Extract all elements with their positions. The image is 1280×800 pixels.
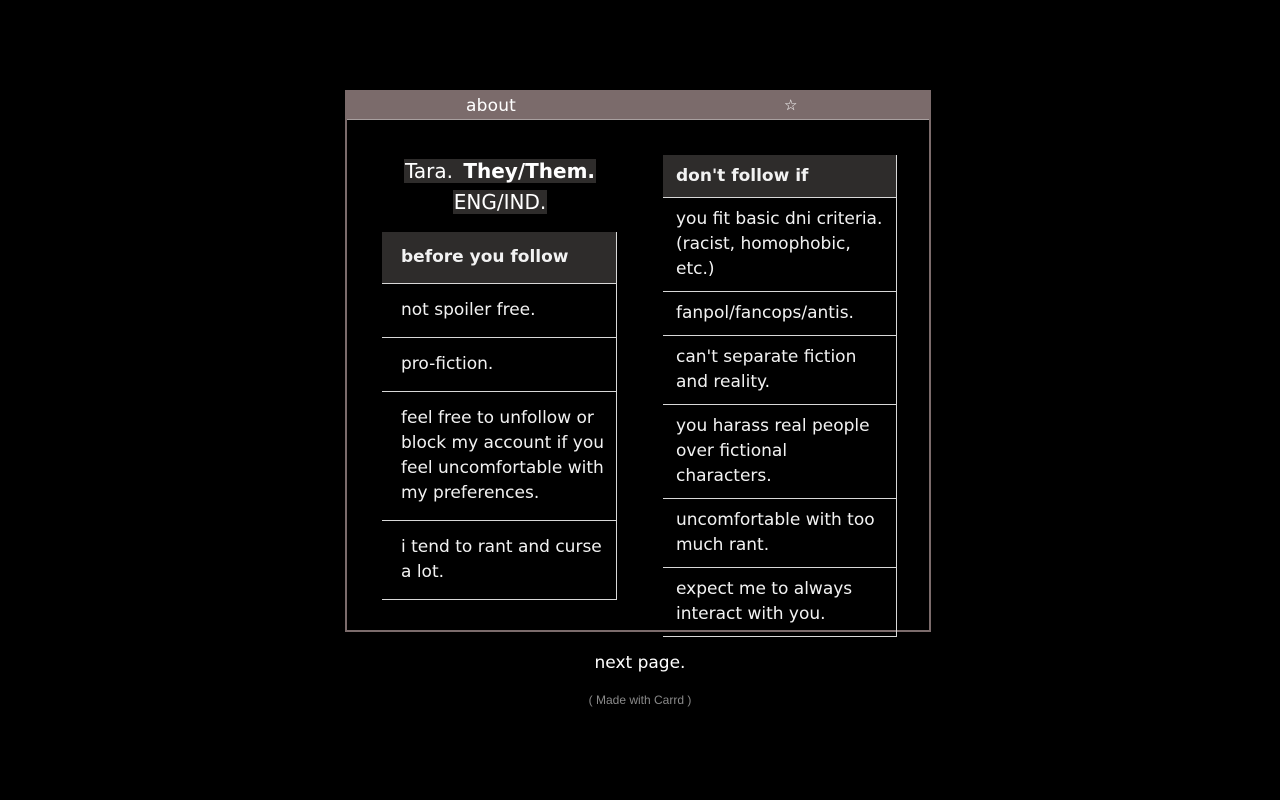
table-row: not spoiler free. <box>382 284 616 338</box>
table-row: uncomfortable with too much rant. <box>663 499 896 568</box>
table-row: expect me to always interact with you. <box>663 568 896 637</box>
intro-block <box>383 156 617 218</box>
before-you-follow-table <box>382 232 617 600</box>
dont-follow-if-table <box>663 155 897 637</box>
table-row: pro-fiction. <box>382 338 616 392</box>
next-page-link[interactable]: next page. <box>594 653 686 673</box>
window-titlebar <box>347 92 929 120</box>
table-row: you fit basic dni criteria. (racist, homophobic, etc.) <box>663 198 896 292</box>
table-row: i tend to rant and curse a lot. <box>382 521 616 600</box>
before-you-follow-header: before you follow <box>382 232 616 284</box>
dont-follow-if-header: don't follow if <box>663 155 896 198</box>
table-row: feel free to unfollow or block my account if you feel uncomfortable with my preferences. <box>382 392 616 521</box>
star-icon: ☆ <box>784 96 798 114</box>
table-row: can't separate fiction and reality. <box>663 336 896 405</box>
window-title: about <box>466 96 517 116</box>
intro-pronouns: They/Them. <box>463 159 596 183</box>
table-row: fanpol/fancops/antis. <box>663 292 896 336</box>
intro-language: ENG/IND. <box>453 190 547 214</box>
about-window <box>345 90 931 632</box>
made-with-carrd-link[interactable]: ( Made with Carrd ) <box>588 693 692 707</box>
table-row: you harass real people over fictional characters. <box>663 405 896 499</box>
intro-name: Tara. <box>404 159 453 183</box>
